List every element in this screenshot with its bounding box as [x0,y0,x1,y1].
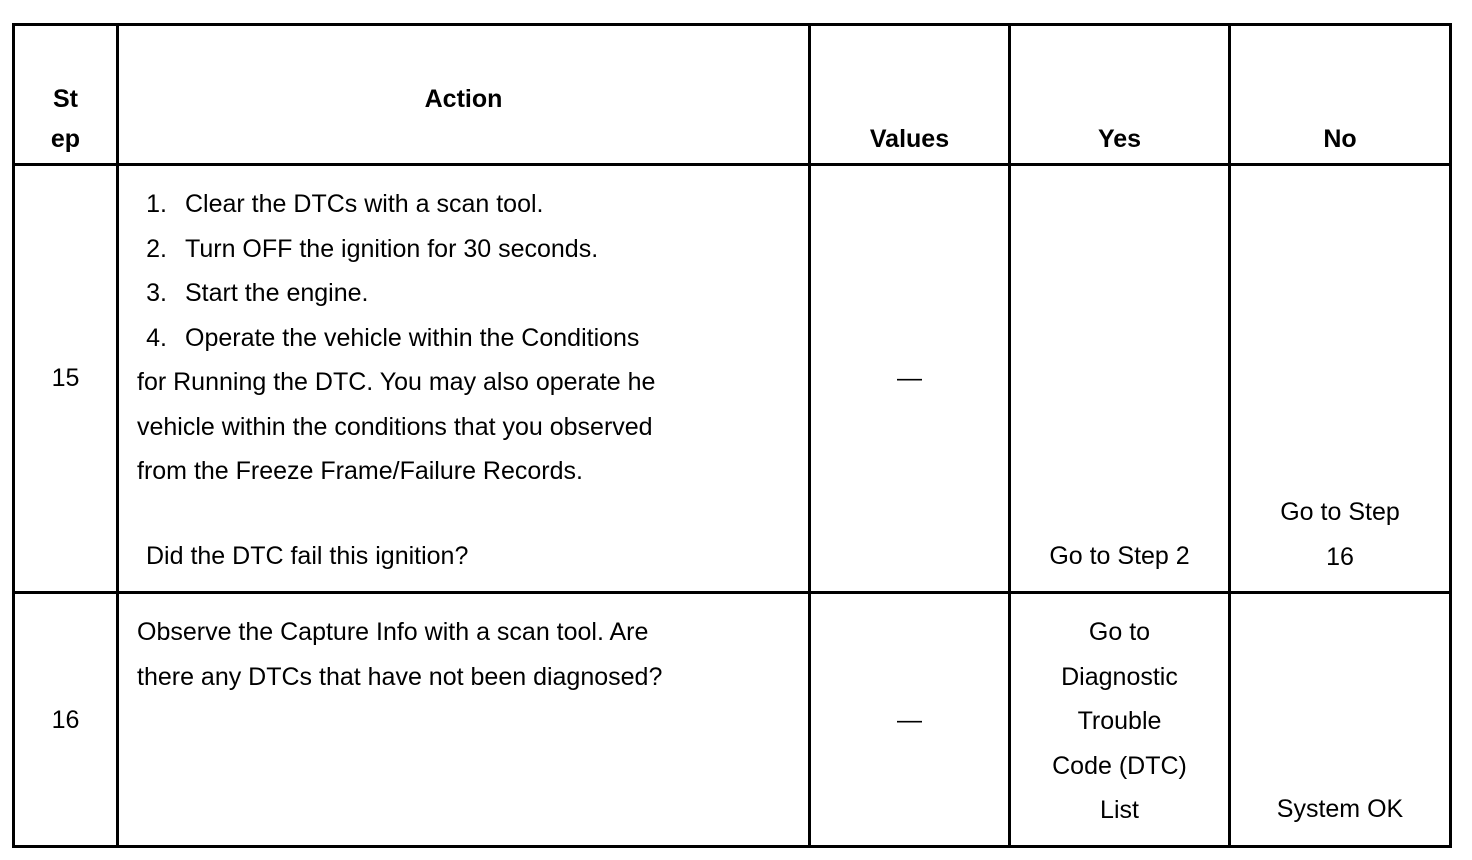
header-step-line-2: ep [50,125,81,153]
header-yes [1010,25,1230,165]
step-number: 15 [51,364,80,392]
diagnostic-table [12,23,1452,848]
header-no [1230,25,1451,165]
values-cell [810,165,1010,593]
no-text: System OK [1276,795,1404,823]
action-step: 2. Turn OFF the ignition for 30 seconds. [146,234,599,263]
header-step-line-1: St [53,85,78,113]
action-cell [118,165,810,593]
header-step [14,25,118,165]
yes-cell [1010,593,1230,847]
no-cell [1230,165,1451,593]
action-step: 4. Operate the vehicle within the Conditions [146,323,640,352]
yes-text-line: Go to [1088,618,1151,646]
header-action-label: Action [424,85,503,113]
action-step: 1. Clear the DTCs with a scan tool. [146,190,544,218]
yes-text-line: List [1100,796,1139,824]
action-continuation-line: from the Freeze Frame/Failure Records. [137,457,583,485]
step-number: 16 [51,706,80,734]
yes-cell [1010,165,1230,593]
header-values [810,25,1010,165]
values-text: — [897,364,922,392]
action-question: Did the DTC fail this ignition? [146,542,469,570]
no-text-line: 16 [1326,542,1354,571]
yes-text-line: Diagnostic [1061,662,1178,691]
values-cell [810,593,1010,847]
header-values-label: Values [869,125,950,153]
header-action [118,25,810,165]
header-no-label: No [1323,125,1357,153]
step-cell [14,593,118,847]
table-row [14,593,1451,847]
action-cell [118,593,810,847]
values-text: — [897,706,922,734]
action-step: 3. Start the engine. [146,279,369,307]
yes-text-line: Code (DTC) [1052,751,1187,780]
step-cell [14,165,118,593]
yes-text-line: Trouble [1077,707,1162,735]
header-yes-label: Yes [1097,125,1142,153]
action-line: Observe the Capture Info with a scan tool. Are [137,618,649,646]
action-steps-list [137,182,808,360]
header-row [14,25,1451,165]
no-text-line: Go to Step [1280,498,1400,526]
action-continuation-line: for Running the DTC. You may also operate he [137,368,656,396]
table-row [14,165,1451,593]
no-cell [1230,593,1451,847]
action-line: there any DTCs that have not been diagnosed? [137,662,663,691]
yes-text: Go to Step 2 [1049,542,1190,570]
action-continuation-line: vehicle within the conditions that you observed [137,412,653,441]
